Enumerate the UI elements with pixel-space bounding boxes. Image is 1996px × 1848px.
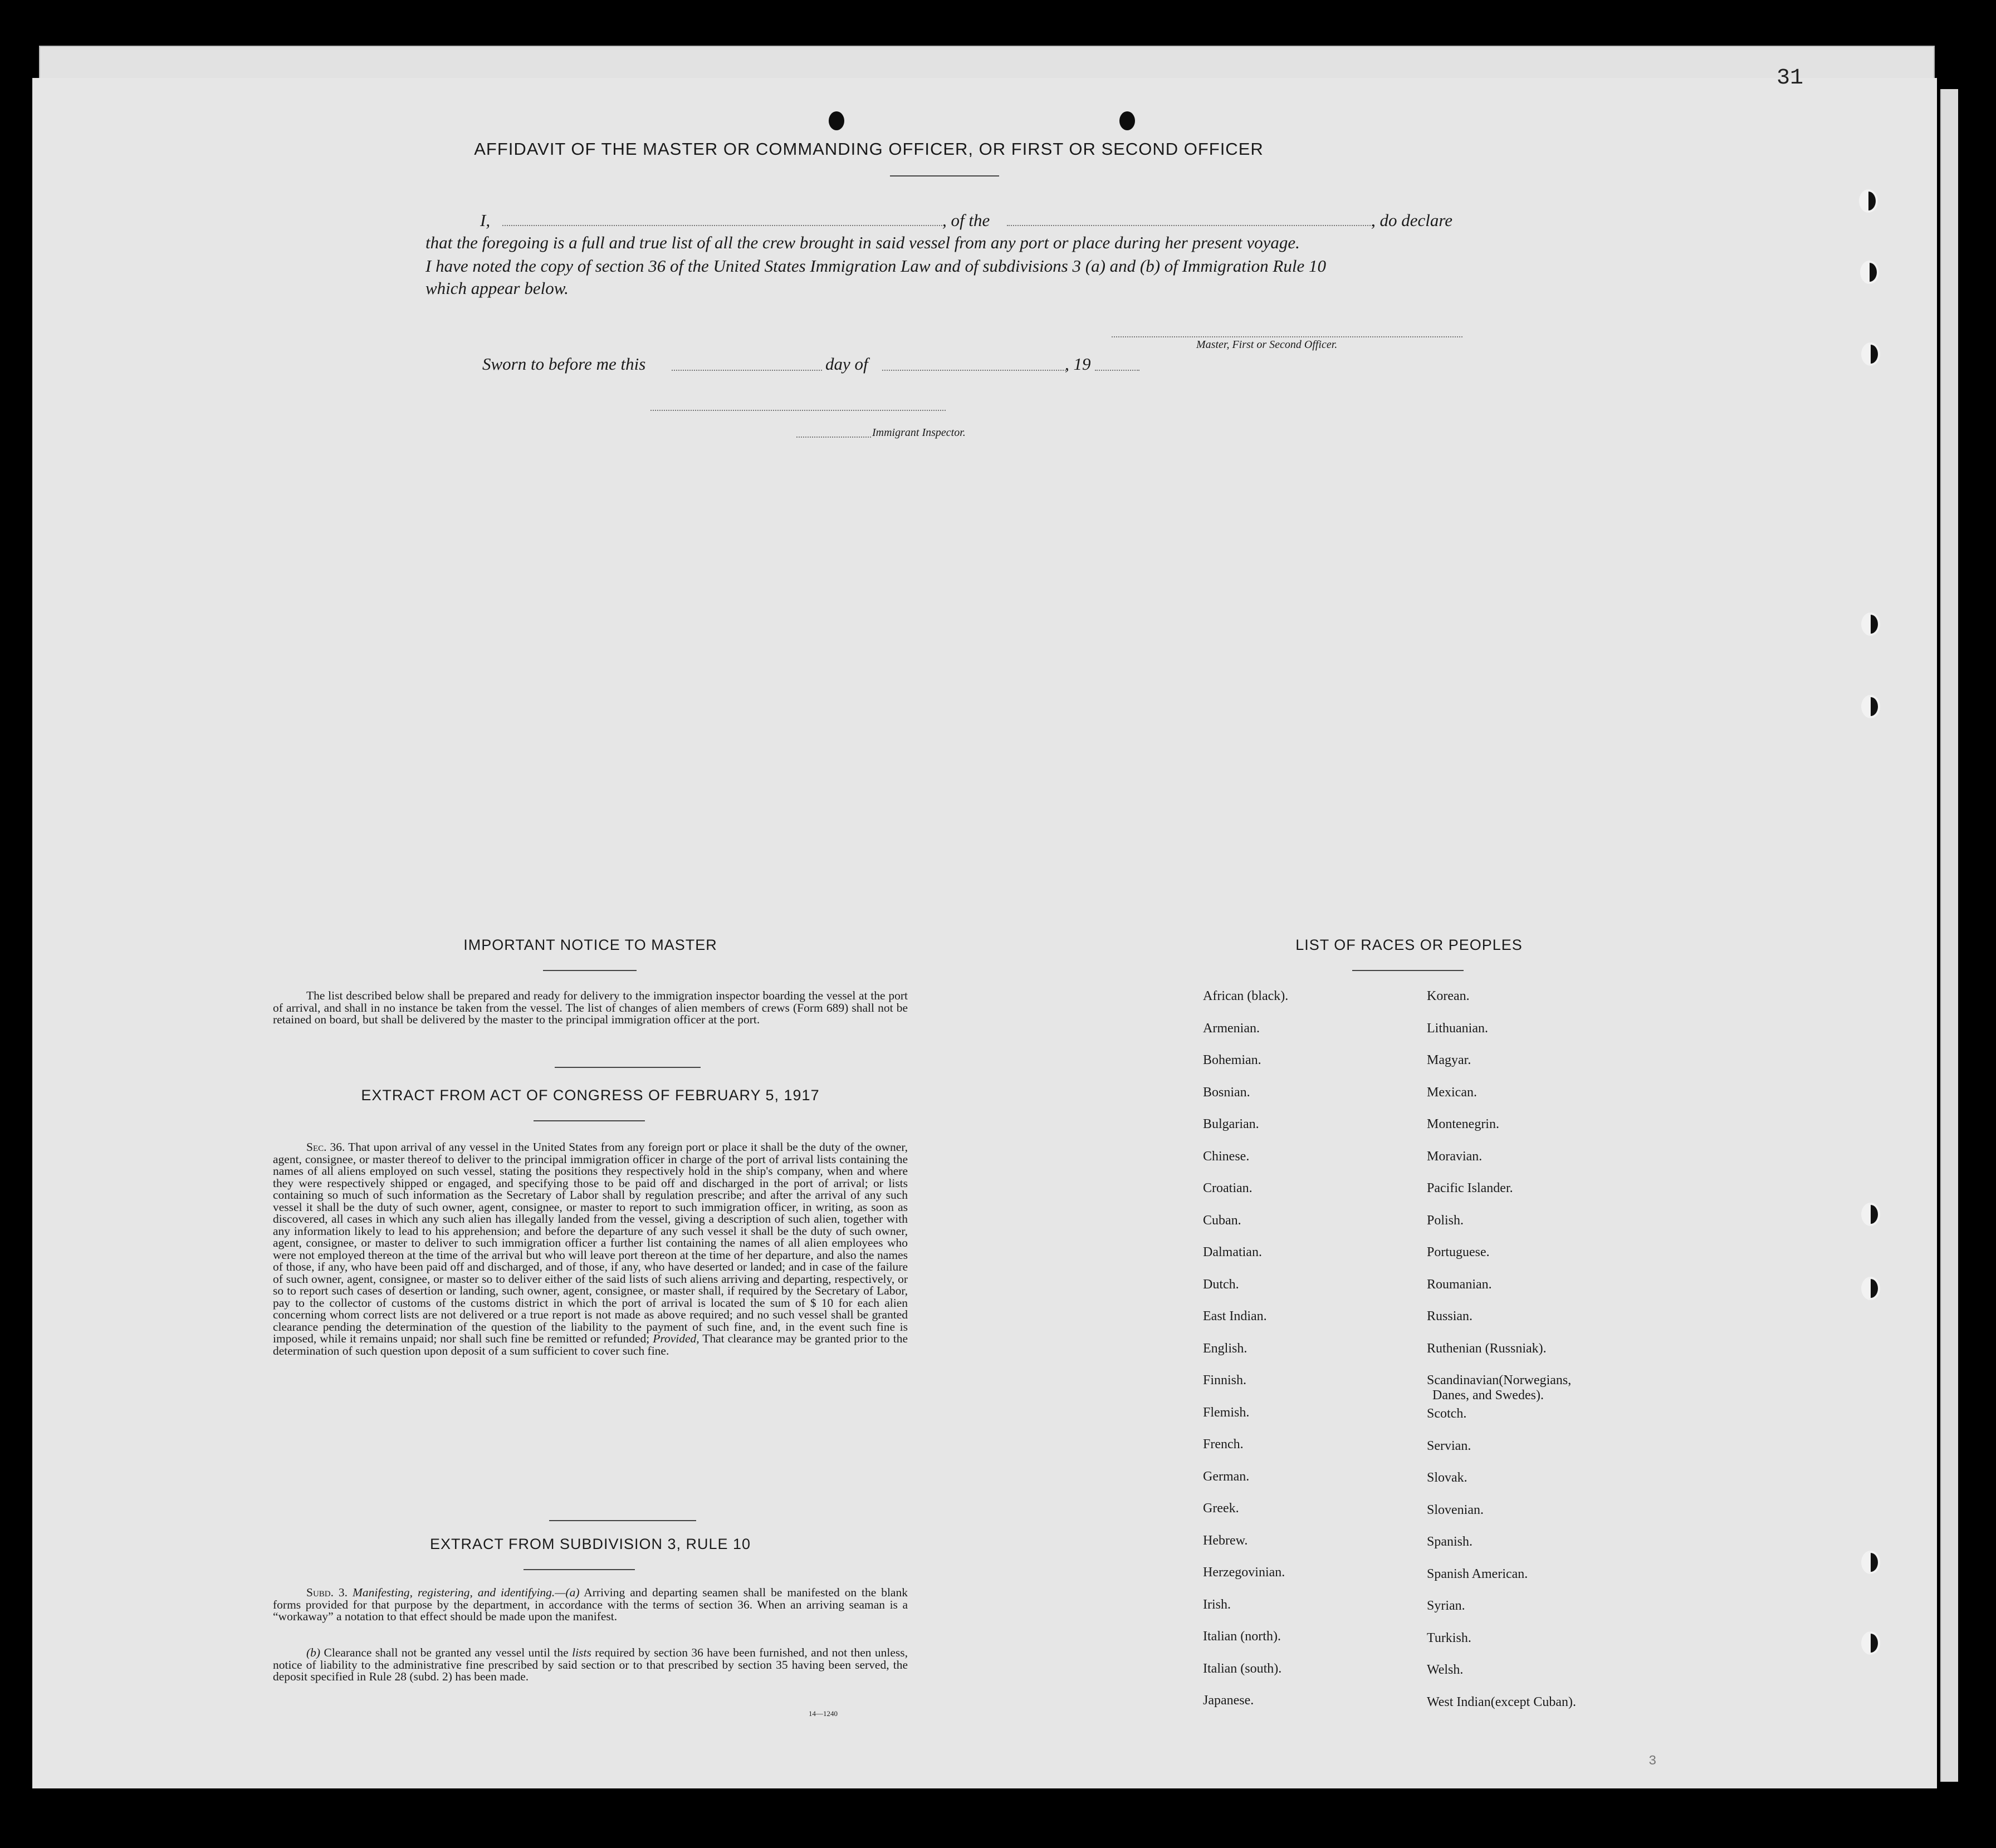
race-item: Roumanian. — [1427, 1277, 1492, 1292]
section-body-end: That clearance may be granted prior to the determination of such question upon deposit of a sum sufficient to cover such fine. — [273, 1332, 908, 1357]
sworn-year-blank[interactable] — [1095, 370, 1139, 371]
binder-hole — [1861, 695, 1880, 718]
sworn-day-blank[interactable] — [672, 370, 822, 371]
affidavit-line-4: which appear below. — [425, 278, 569, 298]
act-heading: EXTRACT FROM ACT OF CONGRESS OF FEBRUARY 5, 1917 — [361, 1087, 820, 1104]
act-text — [273, 1141, 908, 1357]
lists-word: lists — [572, 1646, 591, 1659]
race-item: African (black). — [1203, 989, 1289, 1003]
rule-text-a — [273, 1587, 908, 1623]
notice-heading: IMPORTANT NOTICE TO MASTER — [463, 937, 717, 953]
race-item: Mexican. — [1427, 1085, 1477, 1100]
binder-hole — [1861, 342, 1880, 366]
race-item: Moravian. — [1427, 1149, 1483, 1164]
race-item: Herzegovinian. — [1203, 1565, 1285, 1580]
form-number: 14—1240 — [809, 1709, 838, 1718]
provided-word: Provided, — [653, 1332, 699, 1345]
race-item: Bohemian. — [1203, 1053, 1261, 1067]
race-item: Dutch. — [1203, 1277, 1239, 1292]
race-item — [1427, 1373, 1576, 1406]
clause-b-body-2: required by section 36 have been furnished, and not then unless, notice of liability to the administrative fine prescribed by said section or to that prescribed by section 35 having been served, the deposit specified in Rule 28 (subd. 2) has been made. — [273, 1646, 908, 1683]
race-item: German. — [1203, 1469, 1250, 1484]
race-item: Flemish. — [1203, 1405, 1250, 1420]
race-item: Japanese. — [1203, 1693, 1254, 1708]
race-item-line-2: Danes, and Swedes). — [1432, 1388, 1544, 1403]
vessel-blank[interactable] — [1007, 225, 1374, 226]
notice-text: The list described below shall be prepared and ready for delivery to the immigration inspector boarding the vessel at the port of arrival, and shall in no instance be taken from the vessel. The list of changes of alien members of crews (Form 689) shall not be retained on board, but shall be delivered by the master to the principal immigration officer at the port. — [273, 989, 908, 1026]
race-item: Ruthenian (Russniak). — [1427, 1341, 1547, 1356]
binder-hole — [1861, 612, 1880, 636]
race-item: West Indian(except Cuban). — [1427, 1694, 1576, 1709]
race-item: Servian. — [1427, 1438, 1471, 1453]
race-item: Turkish. — [1427, 1630, 1471, 1645]
race-item: Slovenian. — [1427, 1502, 1484, 1517]
race-item: Croatian. — [1203, 1181, 1253, 1195]
divider — [534, 1120, 645, 1121]
clause-b-label: (b) — [306, 1646, 321, 1659]
divider — [555, 1067, 701, 1068]
race-item: Hebrew. — [1203, 1533, 1248, 1548]
master-signature-label: Master, First or Second Officer. — [1196, 339, 1338, 351]
punch-hole — [829, 111, 844, 130]
race-item: Welsh. — [1427, 1663, 1464, 1677]
stamp-mark: 3 — [1648, 1754, 1657, 1769]
race-item: Syrian. — [1427, 1599, 1465, 1613]
page-edge — [1940, 89, 1958, 1782]
sworn-month-blank[interactable] — [882, 370, 1068, 371]
race-item: Slovak. — [1427, 1470, 1467, 1485]
race-item: Cuban. — [1203, 1213, 1241, 1228]
race-item: Bulgarian. — [1203, 1117, 1259, 1131]
races-heading: LIST OF RACES OR PEOPLES — [1295, 937, 1523, 953]
affidavit-line-3: I have noted the copy of section 36 of the United States Immigration Law and of subdivisions 3 (a) and (b) of Immigration Rule 10 — [425, 256, 1326, 276]
race-item: Pacific Islander. — [1427, 1181, 1513, 1195]
day-of-label: day of — [825, 354, 868, 374]
year-label: , 19 — [1065, 354, 1091, 374]
race-item: Lithuanian. — [1427, 1021, 1488, 1036]
race-item: East Indian. — [1203, 1309, 1267, 1323]
subdivision-title: Manifesting, registering, and identifying.—(a) — [352, 1586, 580, 1599]
binder-hole — [1860, 261, 1879, 284]
binder-hole — [1861, 1277, 1880, 1300]
inspector-label: Immigrant Inspector. — [872, 427, 966, 439]
binder-hole — [1859, 189, 1878, 213]
race-item: Irish. — [1203, 1597, 1231, 1612]
section-label: Sec. 36. — [306, 1140, 345, 1154]
race-item: French. — [1203, 1437, 1244, 1452]
divider — [890, 175, 999, 177]
race-item: Portuguese. — [1427, 1245, 1490, 1259]
race-item: Polish. — [1427, 1213, 1464, 1228]
race-item: Spanish. — [1427, 1535, 1473, 1549]
affidavit-i: I, — [480, 210, 491, 230]
race-item: Dalmatian. — [1203, 1245, 1262, 1259]
rule-text-b — [273, 1647, 908, 1683]
race-item: English. — [1203, 1341, 1248, 1356]
race-item: Spanish American. — [1427, 1566, 1528, 1581]
race-item: Italian (north). — [1203, 1629, 1281, 1644]
inspector-lead-dots — [796, 437, 871, 438]
race-item: Italian (south). — [1203, 1661, 1282, 1676]
race-item-line-1: Scandinavian(Norwegians, — [1427, 1373, 1572, 1388]
sworn-label: Sworn to before me this — [482, 354, 646, 374]
race-item: Chinese. — [1203, 1149, 1250, 1164]
name-blank[interactable] — [502, 225, 942, 226]
races-column-2 — [1427, 989, 1576, 1727]
page-number-mark: 31 — [1777, 66, 1804, 91]
affidavit-of-the: , of the — [942, 210, 990, 230]
divider — [1352, 970, 1464, 971]
section-body: That upon arrival of any vessel in the United States from any foreign port or place it shall be the duty of the owner, agent, consignee, or master thereof to deliver to the principal immigration officer in charge of the port of arrival lists containing the names of all aliens employed on such vessel, stating the positions they respectively hold in the ship's company, when and where they were respectively shipped or engaged, and specifying those to be paid off and discharged in the port of arrival; or lists containing so much of such information as the Secretary of Labor shall by regulation prescribe; and after the arrival of any such vessel it shall be the duty of such owner, agent, consignee, or master to report to such immigration officer, in writing, as soon as discovered, all cases in which any such alien has illegally landed from the vessel, giving a description of such alien, together with any information likely to lead to his apprehension; and before the departure of any such vessel it shall be the duty of such owner, agent, consignee, or master to deliver to such immigration officer a further list containing the names of all alien employees who were not employed thereon at the time of the arrival but who will leave port thereon at the time of her departure, and also the names of those, if any, who have been paid off and discharged, and of those, if any, who have deserted or landed; and in case of the failure of such owner, agent, consignee, or master so to deliver either of the said lists of such aliens arriving and departing, respectively, or so to report such cases of desertion or landing, such owner, agent, consignee, or master shall, if required by the Secretary of Labor, pay to the collector of customs of the customs district in which the port of arrival is located the sum of $ 10 for each alien concerning whom correct lists are not delivered or a true report is not made as above required; and no such vessel shall be granted clearance pending the determination of the question of the liability to the payment of such fine, and, in the event such fine is imposed, while it remains unpaid; nor shall such fine be remitted or refunded; — [273, 1140, 908, 1345]
races-column-1 — [1203, 989, 1288, 1726]
affidavit-title: AFFIDAVIT OF THE MASTER OR COMMANDING OFFICER, OR FIRST OR SECOND OFFICER — [474, 139, 1264, 159]
divider — [543, 970, 637, 971]
race-item: Armenian. — [1203, 1021, 1260, 1036]
inspector-signature-blank[interactable] — [650, 410, 946, 411]
document-page — [32, 78, 1937, 1788]
race-item: Korean. — [1427, 989, 1470, 1003]
subdivision-body: Arriving and departing seamen shall be manifested on the blank forms provided for that purpose by the department, in accordance with the terms of section 36. When an arriving seaman is a “workaway” a notation to that effect should be made upon the manifest. — [273, 1586, 908, 1623]
divider — [524, 1569, 635, 1570]
affidavit-line-2: that the foregoing is a full and true list of all the crew brought in said vessel from any port or place during her present voyage. — [425, 233, 1300, 252]
race-item: Bosnian. — [1203, 1085, 1250, 1100]
race-item: Montenegrin. — [1427, 1117, 1499, 1131]
race-item: Russian. — [1427, 1309, 1473, 1323]
race-item: Scotch. — [1427, 1406, 1467, 1421]
binder-hole — [1861, 1203, 1880, 1226]
race-item: Greek. — [1203, 1501, 1239, 1516]
binder-hole — [1861, 1551, 1880, 1574]
clause-b-body-1: Clearance shall not be granted any vessel until the — [324, 1646, 569, 1659]
race-item: Finnish. — [1203, 1373, 1247, 1388]
binder-hole — [1861, 1631, 1880, 1655]
punch-hole — [1119, 111, 1135, 130]
rule-heading: EXTRACT FROM SUBDIVISION 3, RULE 10 — [429, 1536, 751, 1552]
affidavit-declare: , do declare — [1371, 210, 1453, 230]
master-signature-blank[interactable] — [1112, 336, 1462, 337]
subdivision-label: Subd. 3. — [306, 1586, 348, 1599]
race-item: Magyar. — [1427, 1053, 1471, 1067]
divider — [549, 1520, 696, 1521]
